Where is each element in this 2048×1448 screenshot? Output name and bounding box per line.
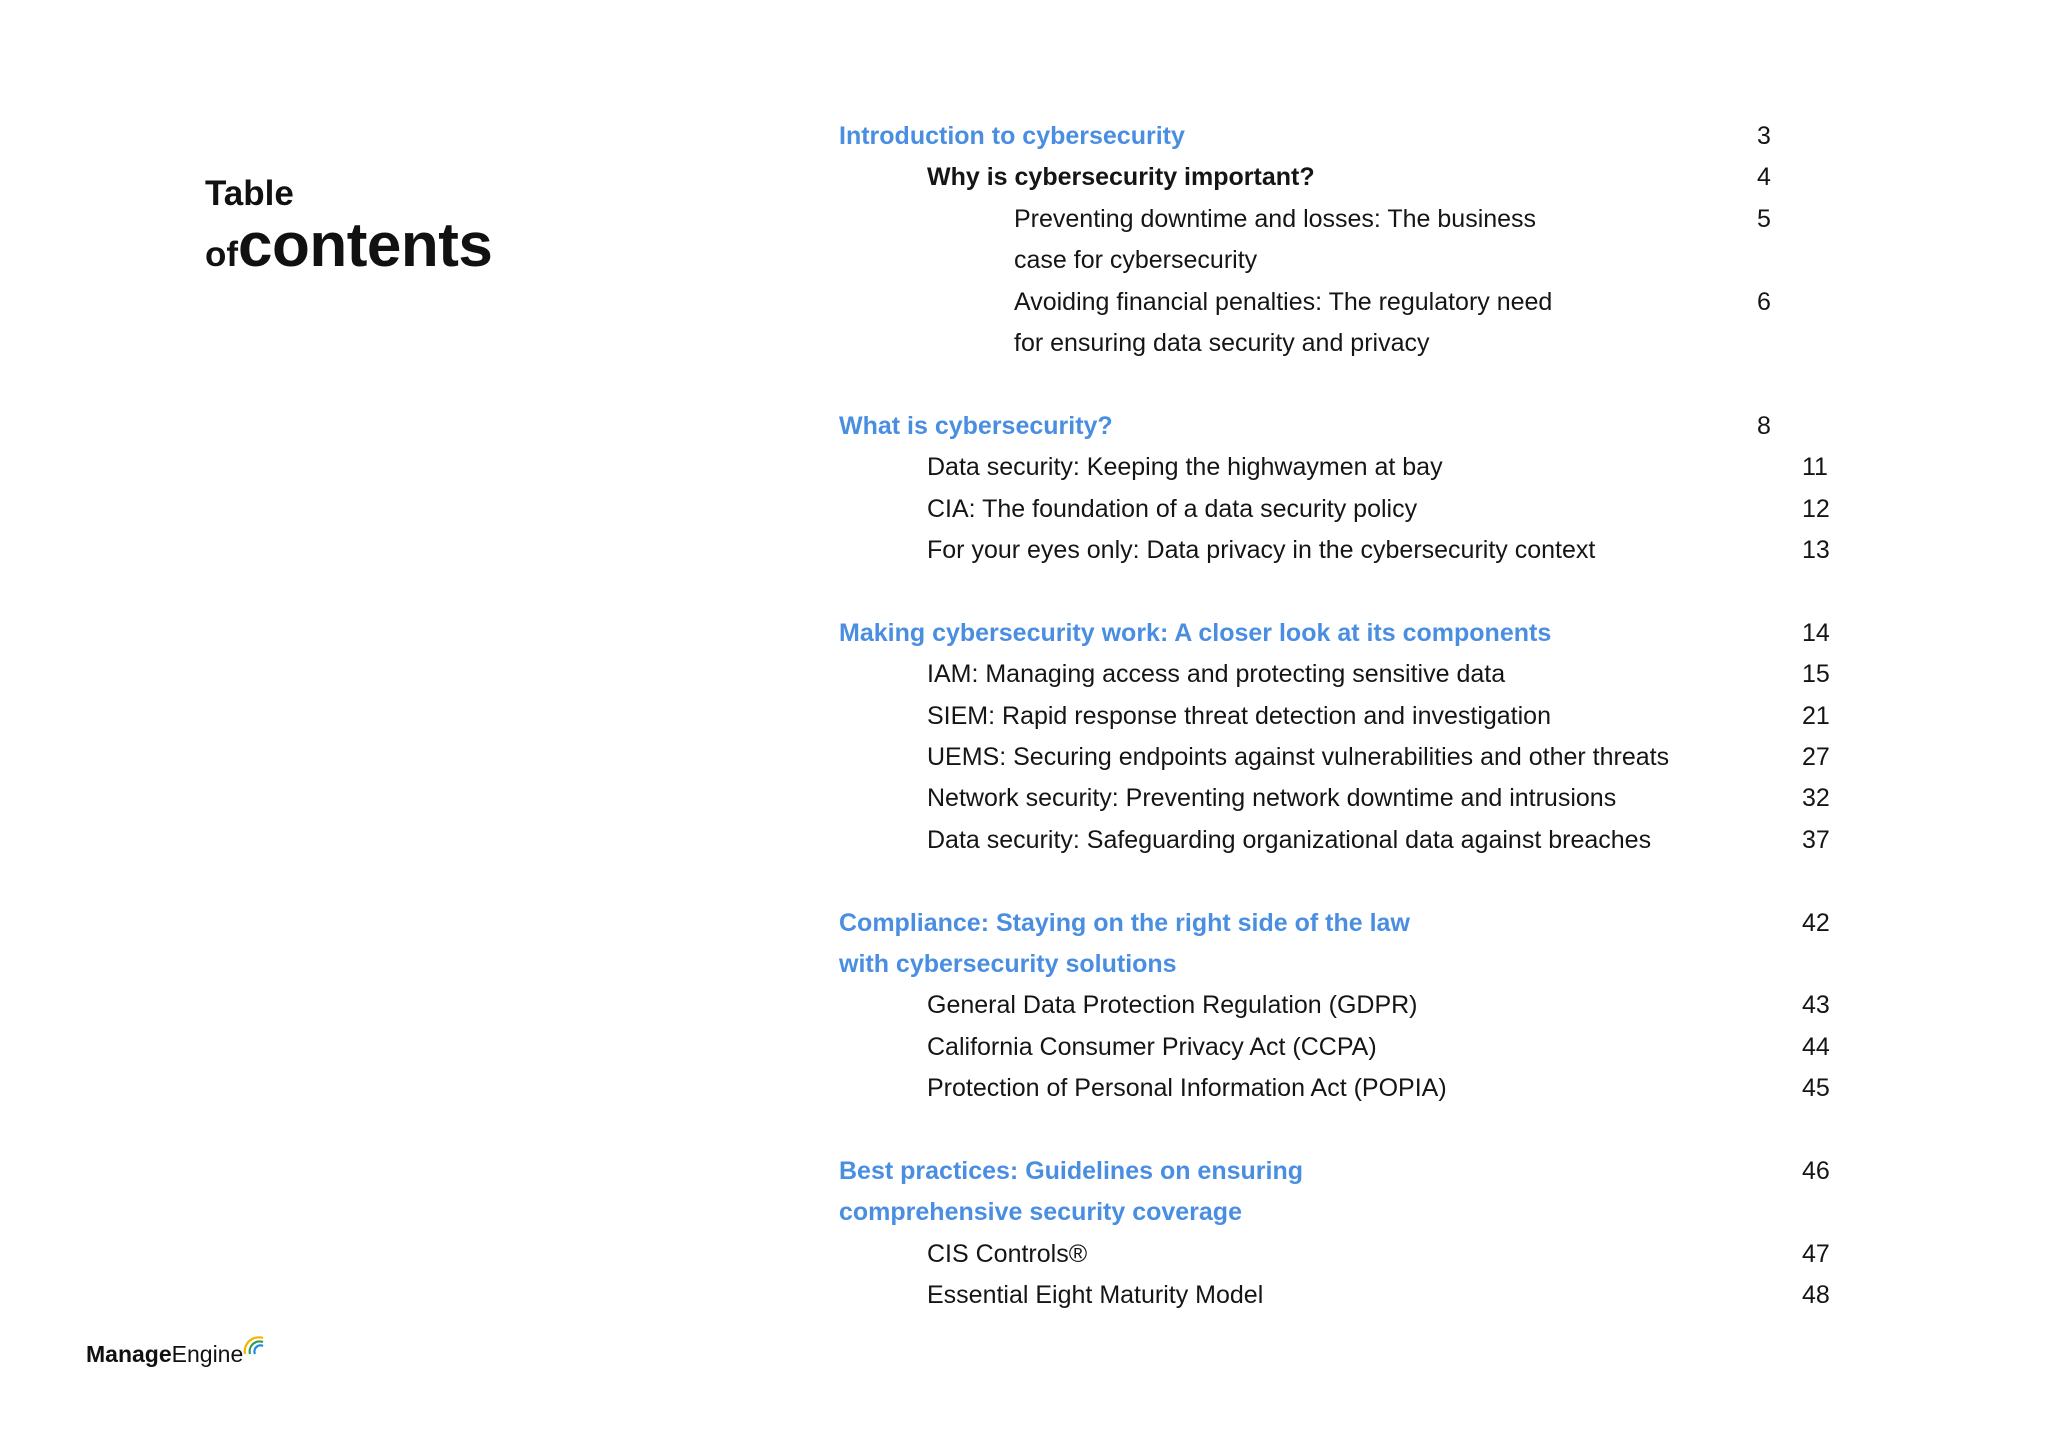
toc-entry: California Consumer Privacy Act (CCPA) <box>927 1032 1377 1061</box>
toc-entry: Data security: Keeping the highwaymen at bay <box>927 453 1443 482</box>
toc-entry: IAM: Managing access and protecting sensitive data <box>927 660 1506 689</box>
toc-page-number: 3 <box>1757 122 1771 150</box>
toc-entry: Protection of Personal Information Act (POPIA) <box>927 1074 1447 1103</box>
toc-page-number: 13 <box>1802 536 1830 564</box>
toc-page-number: 12 <box>1802 494 1830 523</box>
toc-entry: case for cybersecurity <box>1014 246 1258 275</box>
logo-text: ManageEngine <box>86 1341 244 1367</box>
toc-entry: CIS Controls® <box>927 1239 1088 1268</box>
toc-page-number: 32 <box>1802 784 1830 813</box>
toc-entry: For your eyes only: Data privacy in the cybersecurity context <box>927 536 1596 564</box>
toc-page-number: 48 <box>1802 1281 1830 1310</box>
toc-page-number: 47 <box>1802 1239 1830 1268</box>
toc-page-number: 21 <box>1802 701 1830 730</box>
toc-page-number: 8 <box>1757 411 1771 440</box>
toc-page-number: 37 <box>1802 825 1830 854</box>
toc-page-number: 27 <box>1802 743 1830 771</box>
title-line-2 <box>205 211 493 280</box>
toc-page-number: 45 <box>1802 1074 1830 1103</box>
toc-entry: Preventing downtime and losses: The business <box>1014 204 1537 233</box>
toc-entry: Network security: Preventing network downtime and intrusions <box>927 784 1617 813</box>
toc-page-number: 4 <box>1757 163 1771 192</box>
toc-page-number: 44 <box>1802 1032 1830 1061</box>
toc-page-number: 5 <box>1757 204 1771 233</box>
toc-entry: Why is cybersecurity important? <box>927 163 1315 192</box>
toc-entry: CIA: The foundation of a data security policy <box>927 494 1418 523</box>
toc-section-heading: comprehensive security coverage <box>839 1198 1242 1227</box>
toc-page-number: 11 <box>1802 453 1828 482</box>
toc-entry: for ensuring data security and privacy <box>1014 329 1430 357</box>
toc-entry: Data security: Safeguarding organizational data against breaches <box>927 825 1652 854</box>
toc-page-number: 6 <box>1757 287 1771 316</box>
toc-entry: SIEM: Rapid response threat detection and investigation <box>927 701 1551 730</box>
toc-section-heading: Introduction to cybersecurity <box>839 122 1185 150</box>
toc-section-heading: with cybersecurity solutions <box>839 950 1177 978</box>
title-contents: contents <box>238 211 493 280</box>
toc-page-number: 43 <box>1802 991 1830 1020</box>
manageengine-logo <box>86 1328 267 1368</box>
manageengine-arc-icon <box>241 1332 267 1358</box>
title-of: of <box>205 235 239 274</box>
toc-page-number: 42 <box>1802 908 1830 937</box>
toc-entry: General Data Protection Regulation (GDPR) <box>927 991 1418 1020</box>
toc-section-heading: What is cybersecurity? <box>839 411 1113 440</box>
toc-section-heading: Compliance: Staying on the right side of the law <box>839 908 1410 937</box>
page-title <box>205 174 493 280</box>
toc-page-number: 15 <box>1802 660 1830 689</box>
toc-entry: Avoiding financial penalties: The regulatory need <box>1014 287 1553 316</box>
toc-entry: UEMS: Securing endpoints against vulnerabilities and other threats <box>927 743 1670 771</box>
toc-page-number: 14 <box>1802 618 1830 647</box>
toc-page-number: 46 <box>1802 1157 1830 1185</box>
toc-entry: Essential Eight Maturity Model <box>927 1281 1264 1310</box>
title-table: Table <box>205 174 294 213</box>
toc-section-heading: Making cybersecurity work: A closer look at its components <box>839 618 1552 647</box>
toc-section-heading: Best practices: Guidelines on ensuring <box>839 1157 1304 1185</box>
